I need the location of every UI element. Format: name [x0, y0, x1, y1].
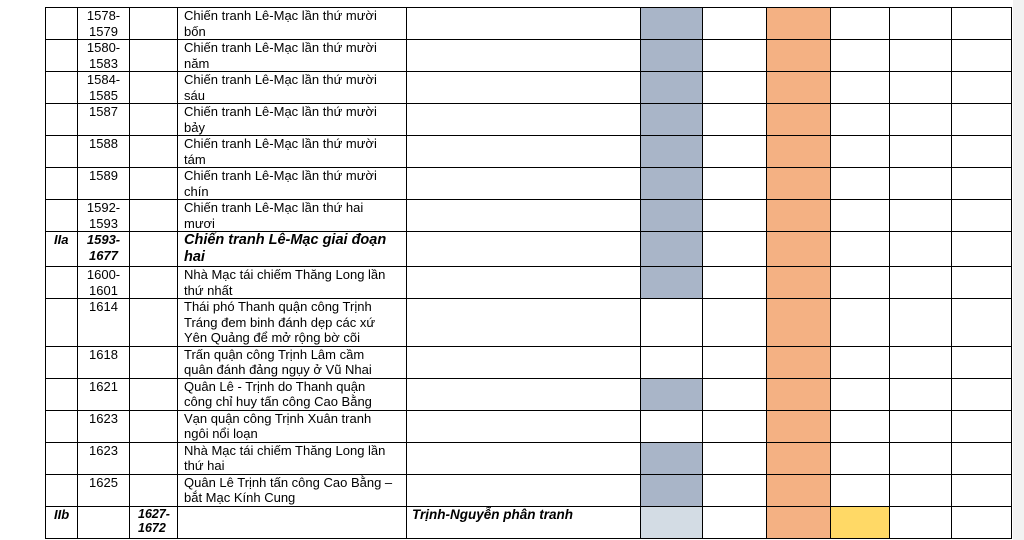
color-cell	[831, 442, 890, 474]
period-code-cell	[46, 200, 78, 232]
year-cell-line: 1592-	[86, 200, 121, 215]
timeline-table	[45, 7, 1012, 539]
event-cell-line: Nhà Mạc tái chiếm Thăng Long lần	[184, 442, 386, 458]
color-cell	[890, 506, 952, 538]
event-cell-line: Chiến tranh Lê-Mạc lần thứ mười	[184, 168, 377, 183]
period-name-cell	[407, 442, 641, 474]
period-name-cell	[407, 168, 641, 200]
period-code-cell	[46, 136, 78, 168]
period-code-cell	[46, 267, 78, 299]
year-cell-line: 1600-	[86, 267, 121, 282]
year-cell	[78, 136, 130, 168]
subperiod-year-cell	[130, 442, 178, 474]
period-code-cell	[46, 410, 78, 442]
event-cell-line: Quân Lê - Trịnh do Thanh quận	[184, 378, 366, 394]
color-cell	[703, 104, 767, 136]
event-cell-line: Chiến tranh Lê-Mạc lần thứ mười	[184, 40, 377, 55]
color-cell	[641, 442, 703, 474]
color-cell	[831, 168, 890, 200]
color-cell	[890, 378, 952, 410]
color-cell	[831, 299, 890, 347]
year-cell	[78, 299, 130, 347]
subperiod-year-cell	[130, 72, 178, 104]
subperiod-year-cell	[130, 8, 178, 40]
subperiod-year-cell-line: 1627-	[138, 506, 170, 521]
color-cell	[890, 104, 952, 136]
period-name-cell	[407, 200, 641, 232]
color-cell	[890, 410, 952, 442]
year-cell-line: 1593-	[86, 232, 121, 247]
color-cell	[641, 168, 703, 200]
color-cell	[767, 346, 831, 378]
year-cell	[78, 506, 130, 538]
event-cell-line: tám	[184, 151, 206, 167]
table-row	[46, 40, 1012, 72]
color-cell	[831, 104, 890, 136]
period-code-cell-line: IIb	[54, 506, 70, 522]
year-cell	[78, 40, 130, 72]
subperiod-year-cell	[130, 267, 178, 299]
period-code-cell	[46, 506, 78, 538]
period-code-cell	[46, 378, 78, 410]
event-cell	[178, 40, 407, 72]
color-cell	[890, 200, 952, 232]
table-row	[46, 506, 1012, 538]
color-cell	[952, 40, 1012, 72]
color-cell	[641, 474, 703, 506]
color-cell	[952, 168, 1012, 200]
year-cell-line: 1578-	[86, 8, 121, 23]
event-cell-line: Chiến tranh Lê-Mạc lần thứ hai	[184, 200, 364, 215]
color-cell	[831, 506, 890, 538]
subperiod-year-cell	[130, 200, 178, 232]
year-cell-line: 1593	[89, 215, 118, 231]
period-name-cell	[407, 410, 641, 442]
color-cell	[703, 267, 767, 299]
event-cell-line: Thái phó Thanh quận công Trịnh	[184, 299, 372, 314]
event-cell	[178, 104, 407, 136]
table-row	[46, 474, 1012, 506]
color-cell	[703, 200, 767, 232]
subperiod-year-cell-line: 1672	[138, 520, 166, 535]
period-code-cell	[46, 474, 78, 506]
color-cell	[831, 346, 890, 378]
year-cell	[78, 8, 130, 40]
table-row	[46, 168, 1012, 200]
color-cell	[703, 168, 767, 200]
period-code-cell	[46, 299, 78, 347]
color-cell	[703, 474, 767, 506]
period-code-cell	[46, 8, 78, 40]
color-cell	[890, 346, 952, 378]
color-cell	[703, 40, 767, 72]
table-row	[46, 8, 1012, 40]
event-cell	[178, 346, 407, 378]
color-cell	[703, 378, 767, 410]
color-cell	[641, 299, 703, 347]
event-cell-line: chín	[184, 183, 209, 199]
event-cell	[178, 8, 407, 40]
table-row	[46, 104, 1012, 136]
period-name-cell	[407, 299, 641, 347]
year-cell	[78, 168, 130, 200]
period-code-cell	[46, 40, 78, 72]
color-cell	[641, 232, 703, 267]
color-cell	[952, 410, 1012, 442]
year-cell-line: 1585	[89, 87, 118, 103]
color-cell	[952, 267, 1012, 299]
table-row	[46, 72, 1012, 104]
color-cell	[703, 346, 767, 378]
table-row	[46, 200, 1012, 232]
color-cell	[703, 232, 767, 267]
event-cell-line: Chiến tranh Lê-Mạc lần thứ mười	[184, 8, 377, 23]
event-cell-line: Nhà Mạc tái chiếm Thăng Long lần	[184, 267, 386, 282]
period-name-cell	[407, 40, 641, 72]
event-cell-line: Tráng đem binh đánh dẹp các xứ	[184, 314, 376, 330]
color-cell	[952, 474, 1012, 506]
color-cell	[767, 136, 831, 168]
event-cell	[178, 299, 407, 347]
table-row	[46, 346, 1012, 378]
color-cell	[890, 40, 952, 72]
subperiod-year-cell	[130, 136, 178, 168]
period-code-cell	[46, 72, 78, 104]
year-cell-line: 1618	[89, 346, 118, 362]
color-cell	[641, 8, 703, 40]
period-name-cell	[407, 72, 641, 104]
event-cell	[178, 200, 407, 232]
color-cell	[890, 267, 952, 299]
color-cell	[952, 506, 1012, 538]
color-cell	[952, 72, 1012, 104]
color-cell	[952, 299, 1012, 347]
year-cell	[78, 104, 130, 136]
event-cell-line: ngôi nổi loạn	[184, 426, 258, 441]
color-cell	[952, 232, 1012, 267]
event-cell-line: thứ nhất	[184, 282, 233, 298]
period-name-cell	[407, 104, 641, 136]
period-name-cell	[407, 8, 641, 40]
color-cell	[831, 474, 890, 506]
period-code-cell	[46, 442, 78, 474]
year-cell	[78, 200, 130, 232]
event-cell	[178, 168, 407, 200]
color-cell	[767, 72, 831, 104]
color-cell	[831, 136, 890, 168]
event-cell-line: sáu	[184, 87, 205, 103]
event-cell-line: hai	[184, 249, 205, 265]
event-cell-line: Quân Lê Trịnh tấn công Cao Bằng –	[184, 474, 393, 490]
color-cell	[767, 410, 831, 442]
color-cell	[890, 442, 952, 474]
event-cell	[178, 442, 407, 474]
year-cell	[78, 474, 130, 506]
event-cell-line: Chiến tranh Lê-Mạc lần thứ mười	[184, 136, 377, 151]
color-cell	[641, 346, 703, 378]
color-cell	[890, 8, 952, 40]
subperiod-year-cell	[130, 410, 178, 442]
period-name-cell	[407, 232, 641, 267]
subperiod-year-cell	[130, 474, 178, 506]
event-cell-line: bắt Mạc Kính Cung	[184, 490, 296, 505]
year-cell	[78, 232, 130, 267]
color-cell	[641, 40, 703, 72]
year-cell	[78, 267, 130, 299]
event-cell	[178, 232, 407, 267]
period-name-cell-line: Trịnh-Nguyễn phân tranh	[412, 506, 573, 522]
period-code-cell	[46, 168, 78, 200]
year-cell-line: 1614	[89, 299, 118, 314]
color-cell	[767, 200, 831, 232]
color-cell	[890, 168, 952, 200]
event-cell	[178, 267, 407, 299]
color-cell	[952, 442, 1012, 474]
color-cell	[952, 104, 1012, 136]
event-cell	[178, 136, 407, 168]
color-cell	[890, 72, 952, 104]
event-cell-line: bảy	[184, 119, 205, 135]
year-cell	[78, 346, 130, 378]
period-code-cell	[46, 232, 78, 267]
year-cell	[78, 378, 130, 410]
table-row	[46, 299, 1012, 347]
event-cell-line: bốn	[184, 23, 206, 39]
event-cell-line: Yên Quảng để mở rộng bờ cõi	[184, 330, 361, 345]
color-cell	[767, 40, 831, 72]
scrollbar-track[interactable]	[1013, 0, 1024, 540]
year-cell-line: 1677	[89, 247, 118, 263]
event-cell	[178, 378, 407, 410]
table-row	[46, 232, 1012, 267]
table-row	[46, 378, 1012, 410]
period-code-cell-line: IIa	[54, 232, 69, 247]
color-cell	[831, 40, 890, 72]
color-cell	[767, 378, 831, 410]
color-cell	[952, 136, 1012, 168]
color-cell	[767, 168, 831, 200]
color-cell	[767, 474, 831, 506]
period-name-cell	[407, 474, 641, 506]
period-name-cell	[407, 136, 641, 168]
color-cell	[831, 378, 890, 410]
color-cell	[767, 506, 831, 538]
color-cell	[952, 8, 1012, 40]
event-cell-line: Trấn quận công Trịnh Lâm cầm	[184, 346, 365, 362]
subperiod-year-cell	[130, 40, 178, 72]
period-code-cell	[46, 346, 78, 378]
year-cell-line: 1587	[89, 104, 118, 119]
color-cell	[952, 378, 1012, 410]
event-cell-line: Vạn quận công Trịnh Xuân tranh	[184, 410, 372, 426]
event-cell-line: quân đánh đảng ngụy ở Vũ Nhai	[184, 362, 372, 377]
subperiod-year-cell	[130, 378, 178, 410]
event-cell	[178, 474, 407, 506]
subperiod-year-cell	[130, 232, 178, 267]
event-cell-line: năm	[184, 55, 210, 71]
period-name-cell	[407, 346, 641, 378]
year-cell-line: 1601	[89, 282, 118, 298]
color-cell	[703, 136, 767, 168]
color-cell	[703, 442, 767, 474]
color-cell	[952, 200, 1012, 232]
year-cell-line: 1583	[89, 55, 118, 71]
year-cell-line: 1621	[89, 378, 118, 394]
event-cell	[178, 506, 407, 538]
color-cell	[890, 136, 952, 168]
year-cell-line: 1589	[89, 168, 118, 183]
color-cell	[890, 232, 952, 267]
period-name-cell	[407, 506, 641, 538]
color-cell	[831, 72, 890, 104]
table-row	[46, 267, 1012, 299]
period-code-cell	[46, 104, 78, 136]
event-cell-line: công chỉ huy tấn công Cao Bằng	[184, 394, 372, 409]
color-cell	[641, 200, 703, 232]
year-cell-line: 1623	[89, 442, 118, 458]
color-cell	[641, 72, 703, 104]
event-cell-line: Chiến tranh Lê-Mạc lần thứ mười	[184, 72, 377, 87]
table-row	[46, 442, 1012, 474]
year-cell-line: 1623	[89, 410, 118, 426]
event-cell	[178, 72, 407, 104]
color-cell	[831, 200, 890, 232]
color-cell	[767, 104, 831, 136]
subperiod-year-cell	[130, 168, 178, 200]
subperiod-year-cell	[130, 104, 178, 136]
color-cell	[641, 104, 703, 136]
year-cell	[78, 72, 130, 104]
year-cell	[78, 410, 130, 442]
color-cell	[641, 378, 703, 410]
table-row	[46, 136, 1012, 168]
color-cell	[641, 506, 703, 538]
color-cell	[831, 267, 890, 299]
color-cell	[831, 410, 890, 442]
color-cell	[890, 474, 952, 506]
color-cell	[767, 232, 831, 267]
color-cell	[767, 442, 831, 474]
color-cell	[952, 346, 1012, 378]
event-cell-line: Chiến tranh Lê-Mạc lần thứ mười	[184, 104, 377, 119]
color-cell	[890, 299, 952, 347]
period-name-cell	[407, 267, 641, 299]
year-cell-line: 1580-	[86, 40, 121, 55]
event-cell-line: Chiến tranh Lê-Mạc giai đoạn	[184, 232, 387, 248]
year-cell-line: 1584-	[86, 72, 121, 87]
color-cell	[641, 136, 703, 168]
year-cell-line: 1579	[89, 23, 118, 39]
event-cell-line: mươi	[184, 215, 215, 231]
subperiod-year-cell	[130, 506, 178, 538]
color-cell	[703, 72, 767, 104]
color-cell	[767, 8, 831, 40]
color-cell	[703, 410, 767, 442]
table-row	[46, 410, 1012, 442]
color-cell	[831, 8, 890, 40]
color-cell	[831, 232, 890, 267]
year-cell-line: 1588	[89, 136, 118, 151]
event-cell-line: thứ hai	[184, 458, 225, 473]
event-cell	[178, 410, 407, 442]
subperiod-year-cell	[130, 346, 178, 378]
period-name-cell	[407, 378, 641, 410]
subperiod-year-cell	[130, 299, 178, 347]
color-cell	[641, 410, 703, 442]
color-cell	[703, 506, 767, 538]
color-cell	[703, 299, 767, 347]
year-cell	[78, 442, 130, 474]
color-cell	[767, 267, 831, 299]
color-cell	[703, 8, 767, 40]
color-cell	[641, 267, 703, 299]
year-cell-line: 1625	[89, 474, 118, 490]
color-cell	[767, 299, 831, 347]
